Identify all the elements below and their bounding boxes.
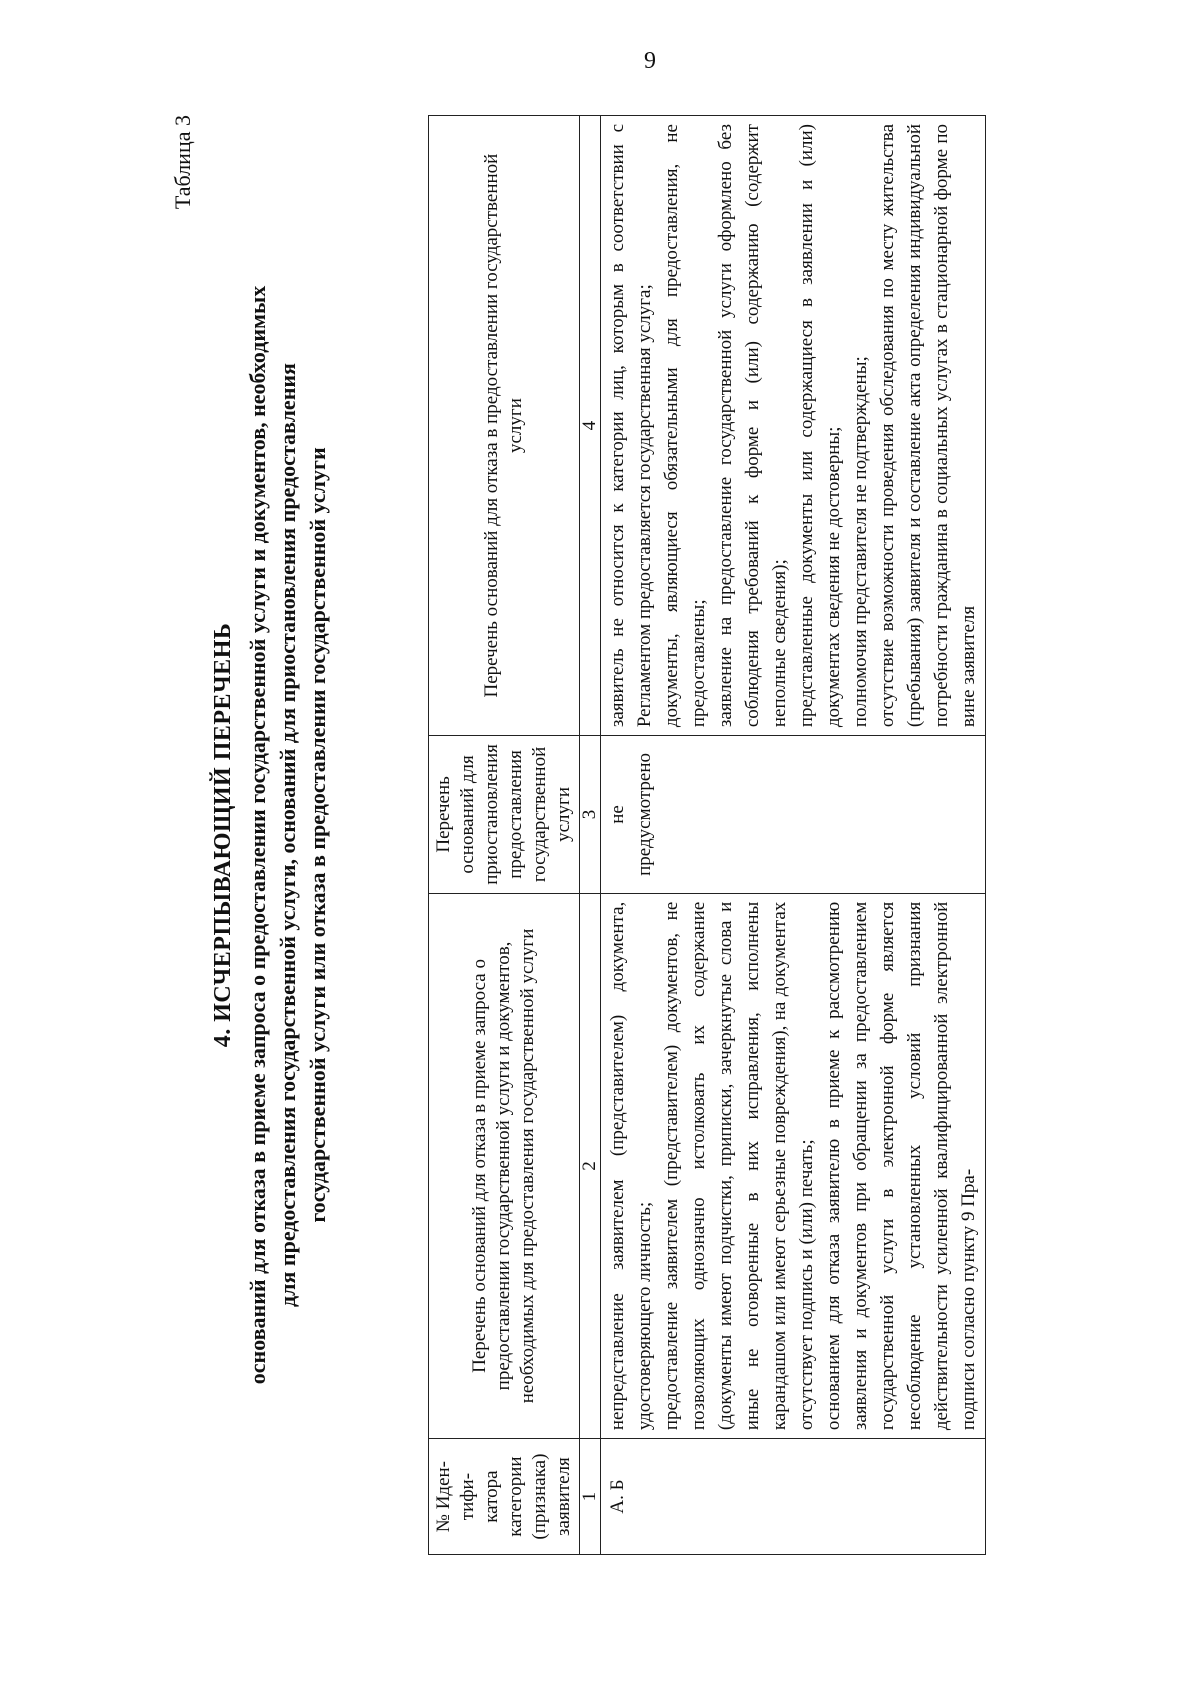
- title-subheading: оснований для отказа в приеме запроса о предоставлении государственной услуги и документов, необходимых для предоставления государственной услуги, оснований для приостановления предоставления государственной услуги или отказа в предоставлении государственной услуги: [245, 285, 330, 1385]
- column-number: 1: [580, 1439, 601, 1555]
- reception-refusal-item: непредставление заявителем (представителем) документа, удостоверяющего личность;: [607, 901, 655, 1431]
- reception-refusal-cell: [601, 893, 986, 1438]
- rotated-page-content: [160, 95, 1040, 1575]
- column-number: 4: [580, 116, 601, 736]
- table-label: Таблица 3: [170, 115, 195, 210]
- page-number: 9: [644, 48, 656, 74]
- grounds-table: [428, 115, 986, 1555]
- suspension-cell: не предусмотрено: [601, 736, 986, 894]
- service-refusal-item: заявление на предоставление государственной услуги оформлено без соблюдения требований к форме и (или) содержанию (содержит неполные сведения);: [715, 124, 790, 728]
- reception-refusal-item: основанием для отказа заявителю в приеме к рассмотрению заявления и документов при обращении за предоставлением государственной услуги в электронной форме является несоблюдение установленных условий признания действительности усиленной квалифицированной электронной подписи согласно пункту 9 Пра-: [823, 901, 979, 1431]
- service-refusal-item: документы, являющиеся обязательными для предоставления, не предоставлены;: [661, 124, 709, 728]
- service-refusal-item: полномочия представителя не подтверждены;: [850, 356, 871, 728]
- service-refusal-cell: [601, 116, 986, 736]
- column-number: 3: [580, 736, 601, 894]
- document-title: [210, 95, 333, 1575]
- service-refusal-item: отсутствие возможности проведения обследования по месту жительства (пребывания) заявителя и составление акта определения индивидуальной потребности гражданина в социальных услугах в стационарной форме по вине заявителя: [877, 124, 979, 728]
- title-heading: 4. ИСЧЕРПЫВАЮЩИЙ ПЕРЕЧЕНЬ: [210, 622, 236, 1048]
- header-reception-refusal: Перечень оснований для отказа в приеме запроса о предоставлении государственной услуги и документов, необходимых для предоставления государственной услуги: [429, 893, 580, 1438]
- header-applicant-id: № Иден-тифи-катора категории (признака) заявителя: [429, 1439, 580, 1555]
- table-number-row: [580, 116, 601, 1555]
- table-row: [601, 116, 986, 1555]
- service-refusal-item: представленные документы или содержащиеся в заявлении и (или) документах сведения не достоверны;: [796, 124, 844, 728]
- applicant-id-cell: А. Б: [601, 1439, 986, 1555]
- header-suspension: Перечень оснований для приостановления предоставления государственной услуги: [429, 736, 580, 894]
- header-service-refusal: Перечень оснований для отказа в предоставлении государственной услуги: [429, 116, 580, 736]
- reception-refusal-item: предоставление заявителем (представителем) документов, не позволяющих однозначно истолковать их содержание (документы имеют подчистки, приписки, зачеркнутые слова и иные не оговоренные в них исправления, исполнены карандашом или имеют серьезные повреждения), на документах отсутствует подпись и (или) печать;: [661, 901, 817, 1431]
- table-header-row: [429, 116, 580, 1555]
- column-number: 2: [580, 893, 601, 1438]
- service-refusal-item: заявитель не относится к категории лиц, которым в соответствии с Регламентом предоставляется государственная услуга;: [607, 124, 655, 728]
